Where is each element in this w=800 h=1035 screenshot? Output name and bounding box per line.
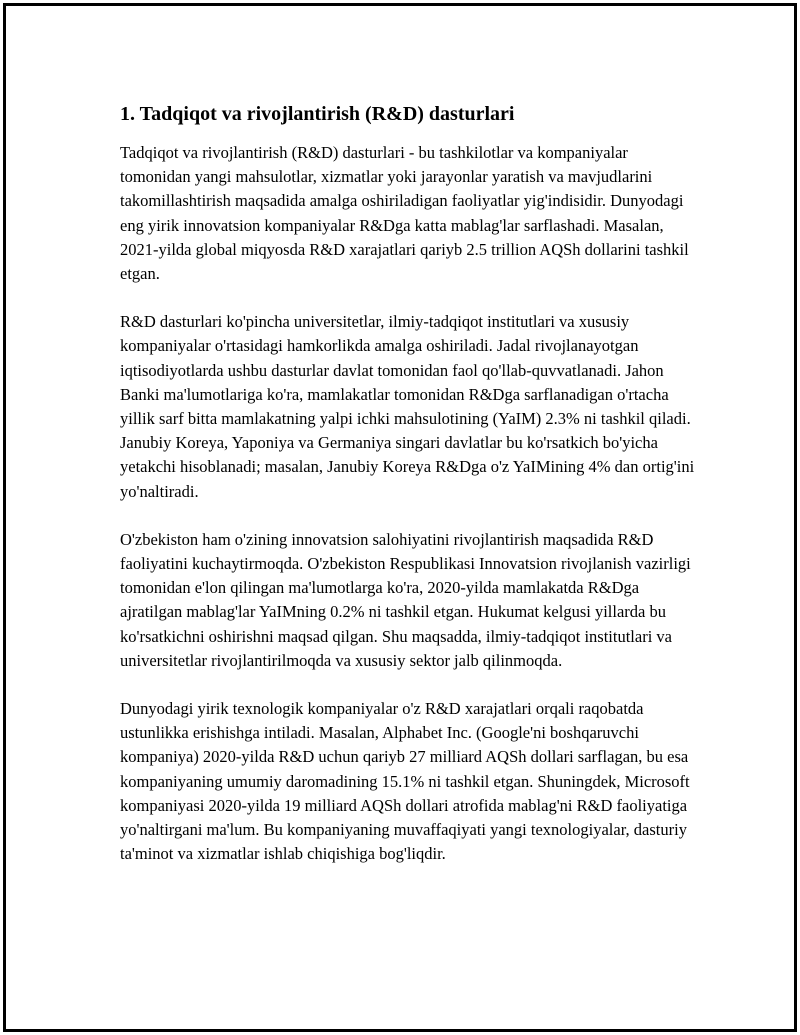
page-frame — [3, 3, 797, 1032]
section-heading: 1. Tadqiqot va rivojlantirish (R&D) dasturlari — [120, 103, 515, 125]
paragraph-4: Dunyodagi yirik texnologik kompaniyalar o'z R&D xarajatlari orqali raqobatda ustunlikka erishishga intiladi. Masalan, Alphabet Inc. (Google'ni boshqaruvchi kompaniya) 2020-yilda R&D uchun qariyb 27 milliard AQSh dollari sarflagan, bu esa kompaniyaning umumiy daromadining 15.1% ni tashkil etgan. Shuningdek, Microsoft kompaniyasi 2020-yilda 19 milliard AQSh dollari atrofida mablag'ni R&D faoliyatiga yo'naltirgani ma'lum. Bu kompaniyaning muvaffaqiyati yangi texnologiyalar, dasturiy ta'minot va xizmatlar ishlab chiqishiga bog'liqdir. — [120, 699, 690, 864]
paragraph-2: R&D dasturlari ko'pincha universitetlar, ilmiy-tadqiqot institutlari va xususiy kompaniyalar o'rtasidagi hamkorlikda amalga oshiriladi. Jadal rivojlanayotgan iqtisodiyotlarda ushbu dasturlar davlat tomonidan faol qo'llab-quvvatlanadi. Jahon Banki ma'lumotlariga ko'ra, mamlakatlar tomonidan R&Dga sarflanadigan o'rtacha yillik sarf bitta mamlakatning yalpi ichki mahsulotining (YaIM) 2.3% ni tashkil qiladi. Janubiy Koreya, Yaponiya va Germaniya singari davlatlar bu ko'rsatkich bo'yicha yetakchi hisoblanadi; masalan, Janubiy Koreya R&Dga o'z YaIMining 4% dan ortig'ini yo'naltiradi. — [120, 312, 695, 501]
document-body — [120, 102, 700, 890]
paragraph-1: Tadqiqot va rivojlantirish (R&D) dasturlari - bu tashkilotlar va kompaniyalar tomonidan yangi mahsulotlar, xizmatlar yoki jarayonlar yaratish va mavjudlarini takomillashtirish maqsadida amalga oshiriladigan faoliyatlar yig'indisidir. Dunyodagi eng yirik innovatsion kompaniyalar R&Dga katta mablag'lar sarflashadi. Masalan, 2021-yilda global miqyosda R&D xarajatlari qariyb 2.5 trillion AQSh dollarini tashkil etgan. — [120, 143, 689, 284]
paragraph-3: O'zbekiston ham o'zining innovatsion salohiyatini rivojlantirish maqsadida R&D faoliyatini kuchaytirmoqda. O'zbekiston Respublikasi Innovatsion rivojlanish vazirligi tomonidan e'lon qilingan ma'lumotlarga ko'ra, 2020-yilda mamlakatda R&Dga ajratilgan mablag'lar YaIMning 0.2% ni tashkil etgan. Hukumat kelgusi yillarda bu ko'rsatkichni oshirishni maqsad qilgan. Shu maqsadda, ilmiy-tadqiqot institutlari va universitetlar rivojlantirilmoqda va xususiy sektor jalb qilinmoqda. — [120, 529, 691, 670]
